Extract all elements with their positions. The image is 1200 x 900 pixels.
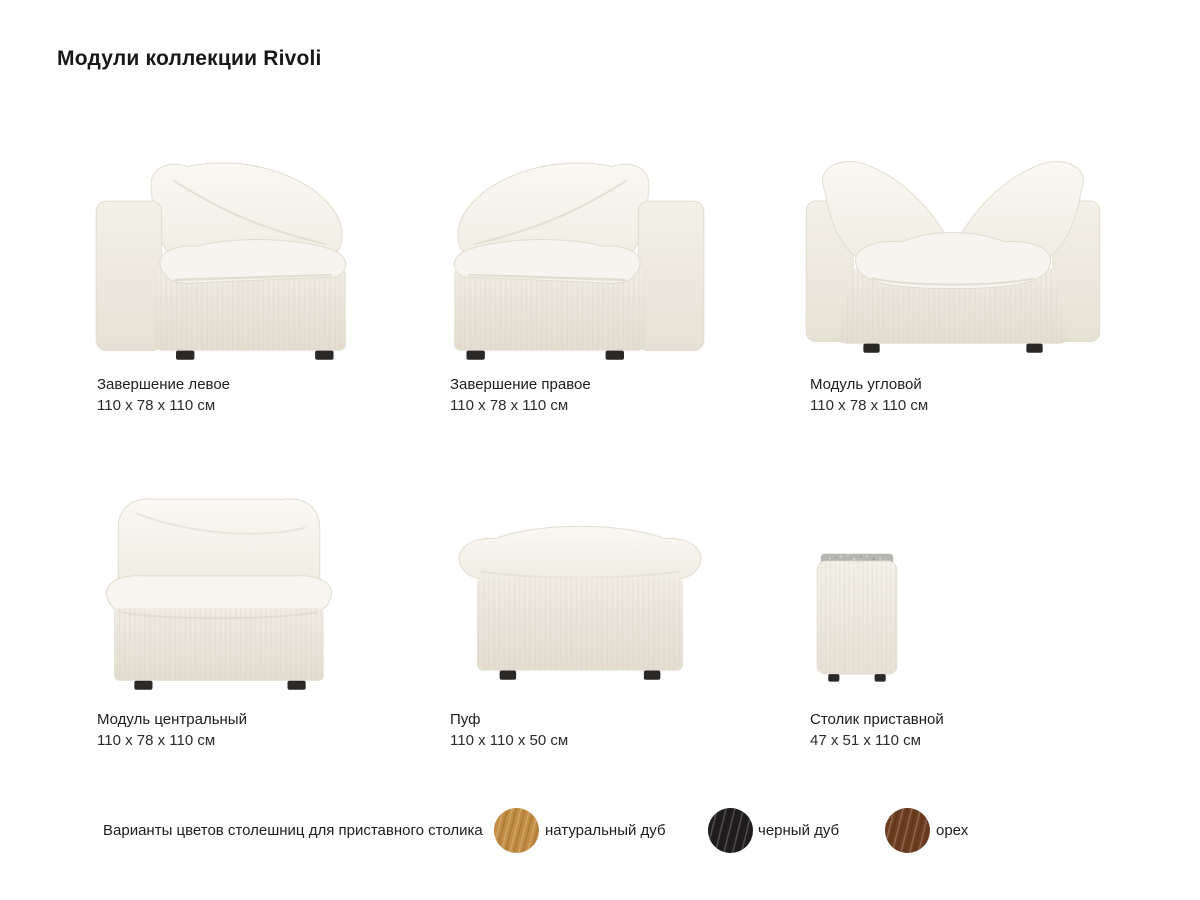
module-name: Столик приставной xyxy=(810,711,944,728)
module-caption-6 xyxy=(810,709,944,751)
module-dimensions: 110 x 78 x 110 см xyxy=(97,732,216,749)
module-caption-5 xyxy=(450,709,568,751)
pouf-drawing xyxy=(446,518,714,688)
sofa-corner-drawing xyxy=(800,148,1106,367)
color-swatch-label: орех xyxy=(936,822,969,839)
color-swatch-natural-oak xyxy=(494,808,539,853)
module-dimensions: 47 x 51 x 110 см xyxy=(810,732,921,749)
sofa-end-left-drawing xyxy=(88,150,354,365)
module-caption-1 xyxy=(97,374,230,416)
module-caption-3 xyxy=(810,374,928,416)
module-name: Завершение правое xyxy=(450,376,591,393)
module-dimensions: 110 x 78 x 110 см xyxy=(450,397,569,414)
side-table-image xyxy=(806,550,908,689)
sofa-end-right-image xyxy=(446,150,712,365)
sofa-end-right-drawing xyxy=(446,150,712,365)
sofa-end-left-image xyxy=(88,150,354,365)
module-name: Модуль центральный xyxy=(97,711,247,728)
sofa-corner-image xyxy=(800,148,1106,367)
module-name: Модуль угловой xyxy=(810,376,922,393)
sofa-central-image xyxy=(88,483,350,695)
page-title: Модули коллекции Rivoli xyxy=(57,47,322,70)
color-swatch-walnut xyxy=(885,808,930,853)
color-swatch-label: натуральный дуб xyxy=(545,822,666,839)
module-dimensions: 110 x 78 x 110 см xyxy=(97,397,216,414)
module-name: Пуф xyxy=(450,711,481,728)
tabletop-colors-label: Варианты цветов столешниц для приставного столика xyxy=(103,822,483,839)
pouf-image xyxy=(446,518,714,688)
color-swatch-black-oak xyxy=(708,808,753,853)
module-caption-4 xyxy=(97,709,247,751)
color-swatch-label: черный дуб xyxy=(758,822,840,839)
side-table-drawing xyxy=(806,550,908,689)
module-dimensions: 110 x 110 x 50 см xyxy=(450,732,569,749)
sofa-central-drawing xyxy=(88,483,350,695)
module-dimensions: 110 x 78 x 110 см xyxy=(810,397,929,414)
module-name: Завершение левое xyxy=(97,376,231,393)
module-caption-2 xyxy=(450,374,591,416)
